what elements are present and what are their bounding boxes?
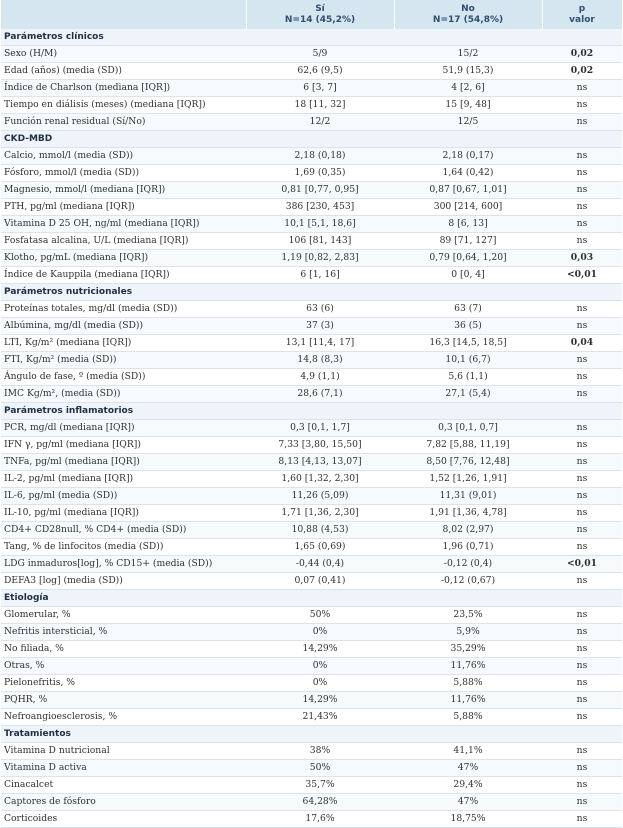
value-p: ns [542, 420, 622, 437]
value-p: ns [542, 454, 622, 471]
row-label: LDG inmaduros[log], % CD15+ (media (SD)) [1, 556, 246, 573]
value-si: 14,29% [246, 692, 394, 709]
value-no: 0,87 [0,67, 1,01] [394, 182, 542, 199]
value-si: 0% [246, 675, 394, 692]
section-header [1, 29, 622, 46]
section-label: Tratamientos [1, 726, 622, 743]
results-table [1, 0, 623, 828]
row-label: Función renal residual (Sí/No) [1, 114, 246, 131]
table-row [1, 658, 622, 675]
value-si: 0% [246, 624, 394, 641]
table-row [1, 505, 622, 522]
section-header [1, 590, 622, 607]
value-no: 0,79 [0,64, 1,20] [394, 250, 542, 267]
table-row [1, 182, 622, 199]
value-si: 7,33 [3,80, 15,50] [246, 437, 394, 454]
section-header [1, 726, 622, 743]
value-no: 8,50 [7,76, 12,48] [394, 454, 542, 471]
value-no: 1,52 [1,26, 1,91] [394, 471, 542, 488]
value-no: 5,9% [394, 624, 542, 641]
value-p: ns [542, 386, 622, 403]
value-si: 6 [3, 7] [246, 80, 394, 97]
value-no: 5,88% [394, 709, 542, 726]
value-p: ns [542, 539, 622, 556]
row-label: Pielonefritis, % [1, 675, 246, 692]
table-header [1, 0, 622, 29]
row-label: Fósforo, mmol/l (media (SD)) [1, 165, 246, 182]
value-p: ns [542, 437, 622, 454]
row-label: Índice de Kauppila (mediana [IQR]) [1, 267, 246, 284]
value-no: 1,64 (0,42) [394, 165, 542, 182]
value-p: ns [542, 794, 622, 811]
table-row [1, 794, 622, 811]
value-si: 50% [246, 607, 394, 624]
value-no: 8,02 (2,97) [394, 522, 542, 539]
table-row [1, 675, 622, 692]
row-label: Glomerular, % [1, 607, 246, 624]
value-si: 1,60 [1,32, 2,30] [246, 471, 394, 488]
value-no: 1,91 [1,36, 4,78] [394, 505, 542, 522]
row-label: DEFA3 [log] (media (SD)) [1, 573, 246, 590]
row-label: Klotho, pg/mL (mediana [IQR]) [1, 250, 246, 267]
value-p: 0,02 [542, 46, 622, 63]
value-si: 386 [230, 453] [246, 199, 394, 216]
value-p: ns [542, 352, 622, 369]
value-si: 2,18 (0,18) [246, 148, 394, 165]
table-row [1, 335, 622, 352]
value-no: 10,1 (6,7) [394, 352, 542, 369]
value-no: 0,3 [0,1, 0,7] [394, 420, 542, 437]
value-p: ns [542, 114, 622, 131]
value-no: 11,76% [394, 658, 542, 675]
value-no: 11,31 (9,01) [394, 488, 542, 505]
value-p: ns [542, 743, 622, 760]
value-no: 41,1% [394, 743, 542, 760]
value-no: 300 [214, 600] [394, 199, 542, 216]
value-no: 12/5 [394, 114, 542, 131]
value-p: ns [542, 522, 622, 539]
header-si: Sí N=14 (45,2%) [246, 0, 394, 29]
value-no: 89 [71, 127] [394, 233, 542, 250]
value-si: 62,6 (9,5) [246, 63, 394, 80]
value-si: -0,44 (0,4) [246, 556, 394, 573]
table-row [1, 216, 622, 233]
row-label: Fosfatasa alcalina, U/L (mediana [IQR]) [1, 233, 246, 250]
value-p: ns [542, 199, 622, 216]
row-label: Vitamina D activa [1, 760, 246, 777]
value-no: 29,4% [394, 777, 542, 794]
value-no: 15/2 [394, 46, 542, 63]
table-row [1, 386, 622, 403]
value-no: 7,82 [5,88, 11,19] [394, 437, 542, 454]
value-si: 11,26 (5,09) [246, 488, 394, 505]
value-p: <0,01 [542, 556, 622, 573]
value-p: ns [542, 607, 622, 624]
table-row [1, 165, 622, 182]
table-row [1, 437, 622, 454]
row-label: Índice de Charlson (mediana [IQR]) [1, 80, 246, 97]
value-no: -0,12 (0,67) [394, 573, 542, 590]
header-no: No N=17 (54,8%) [394, 0, 542, 29]
value-no: 15 [9, 48] [394, 97, 542, 114]
value-p: ns [542, 471, 622, 488]
value-si: 50% [246, 760, 394, 777]
value-p: ns [542, 97, 622, 114]
value-si: 0% [246, 658, 394, 675]
table-row [1, 352, 622, 369]
value-p: ns [542, 301, 622, 318]
value-p: ns [542, 573, 622, 590]
value-si: 1,19 [0,82, 2,83] [246, 250, 394, 267]
table-row [1, 250, 622, 267]
value-no: 27,1 (5,4) [394, 386, 542, 403]
value-p: ns [542, 216, 622, 233]
section-label: Parámetros inflamatorios [1, 403, 622, 420]
value-si: 6 [1, 16] [246, 267, 394, 284]
value-no: 47% [394, 794, 542, 811]
value-p: 0,02 [542, 63, 622, 80]
row-label: Edad (años) (media (SD)) [1, 63, 246, 80]
table-row [1, 624, 622, 641]
row-label: IL-6, pg/ml (media (SD)) [1, 488, 246, 505]
row-label: Cinacalcet [1, 777, 246, 794]
table-row [1, 301, 622, 318]
value-no: 5,88% [394, 675, 542, 692]
section-label: CKD-MBD [1, 131, 622, 148]
table-row [1, 641, 622, 658]
table-row [1, 369, 622, 386]
value-p: ns [542, 488, 622, 505]
value-si: 4,9 (1,1) [246, 369, 394, 386]
table-row [1, 709, 622, 726]
row-label: Nefritis intersticial, % [1, 624, 246, 641]
section-label: Parámetros nutricionales [1, 284, 622, 301]
table-row [1, 233, 622, 250]
value-si: 14,8 (8,3) [246, 352, 394, 369]
value-p: ns [542, 165, 622, 182]
value-p: 0,03 [542, 250, 622, 267]
value-no: 2,18 (0,17) [394, 148, 542, 165]
header-variable [1, 0, 246, 29]
value-no: 18,75% [394, 811, 542, 828]
table-row [1, 454, 622, 471]
value-p: <0,01 [542, 267, 622, 284]
value-p: ns [542, 760, 622, 777]
value-si: 17,6% [246, 811, 394, 828]
value-si: 13,1 [11,4, 17] [246, 335, 394, 352]
row-label: Ángulo de fase, º (media (SD)) [1, 369, 246, 386]
value-si: 18 [11, 32] [246, 97, 394, 114]
row-label: Sexo (H/M) [1, 46, 246, 63]
value-p: ns [542, 692, 622, 709]
table-row [1, 199, 622, 216]
value-no: -0,12 (0,4) [394, 556, 542, 573]
table-row [1, 80, 622, 97]
table-row [1, 488, 622, 505]
value-no: 1,96 (0,71) [394, 539, 542, 556]
value-p: ns [542, 318, 622, 335]
row-label: Tang, % de linfocitos (media (SD)) [1, 539, 246, 556]
value-no: 8 [6, 13] [394, 216, 542, 233]
table-row [1, 114, 622, 131]
value-p: ns [542, 505, 622, 522]
value-p: ns [542, 624, 622, 641]
row-label: TNFa, pg/ml (mediana [IQR]) [1, 454, 246, 471]
table-row [1, 318, 622, 335]
value-no: 63 (7) [394, 301, 542, 318]
value-si: 0,81 [0,77, 0,95] [246, 182, 394, 199]
value-p: ns [542, 80, 622, 97]
section-header [1, 131, 622, 148]
value-si: 8,13 [4,13, 13,07] [246, 454, 394, 471]
row-label: FTI, Kg/m² (media (SD)) [1, 352, 246, 369]
table-row [1, 97, 622, 114]
row-label: PQHR, % [1, 692, 246, 709]
row-label: PCR, mg/dl (mediana [IQR]) [1, 420, 246, 437]
value-p: ns [542, 148, 622, 165]
row-label: Magnesio, mmol/l (mediana [IQR]) [1, 182, 246, 199]
value-no: 51,9 (15,3) [394, 63, 542, 80]
value-no: 0 [0, 4] [394, 267, 542, 284]
section-label: Etiología [1, 590, 622, 607]
value-no: 16,3 [14,5, 18,5] [394, 335, 542, 352]
row-label: Corticoides [1, 811, 246, 828]
value-p: ns [542, 675, 622, 692]
row-label: IFN γ, pg/ml (mediana [IQR]) [1, 437, 246, 454]
value-si: 21,43% [246, 709, 394, 726]
header-p-valor: p valor [542, 0, 622, 29]
value-no: 4 [2, 6] [394, 80, 542, 97]
value-p: 0,04 [542, 335, 622, 352]
table-row [1, 743, 622, 760]
row-label: Vitamina D 25 OH, ng/ml (mediana [IQR]) [1, 216, 246, 233]
table-row [1, 522, 622, 539]
value-no: 5,6 (1,1) [394, 369, 542, 386]
row-label: PTH, pg/ml (mediana [IQR]) [1, 199, 246, 216]
value-p: ns [542, 811, 622, 828]
row-label: CD4+ CD28null, % CD4+ (media (SD)) [1, 522, 246, 539]
value-si: 37 (3) [246, 318, 394, 335]
table-row [1, 777, 622, 794]
value-si: 64,28% [246, 794, 394, 811]
value-p: ns [542, 709, 622, 726]
value-p: ns [542, 777, 622, 794]
value-p: ns [542, 641, 622, 658]
value-si: 35,7% [246, 777, 394, 794]
value-si: 1,71 [1,36, 2,30] [246, 505, 394, 522]
value-p: ns [542, 182, 622, 199]
value-si: 63 (6) [246, 301, 394, 318]
table-body [1, 29, 622, 828]
row-label: LTI, Kg/m² (mediana [IQR]) [1, 335, 246, 352]
value-si: 10,88 (4,53) [246, 522, 394, 539]
row-label: Proteínas totales, mg/dl (media (SD)) [1, 301, 246, 318]
table-row [1, 471, 622, 488]
value-no: 35,29% [394, 641, 542, 658]
table-row [1, 539, 622, 556]
table-row [1, 811, 622, 828]
value-si: 38% [246, 743, 394, 760]
row-label: Nefroangioesclerosis, % [1, 709, 246, 726]
table-row [1, 148, 622, 165]
value-si: 106 [81, 143] [246, 233, 394, 250]
table-row [1, 267, 622, 284]
row-label: Albúmina, mg/dl (media (SD)) [1, 318, 246, 335]
value-si: 0,3 [0,1, 1,7] [246, 420, 394, 437]
table-row [1, 46, 622, 63]
section-header [1, 403, 622, 420]
value-p: ns [542, 658, 622, 675]
row-label: IMC Kg/m², (media (SD)) [1, 386, 246, 403]
value-si: 14,29% [246, 641, 394, 658]
row-label: Vitamina D nutricional [1, 743, 246, 760]
value-si: 1,69 (0,35) [246, 165, 394, 182]
row-label: Calcio, mmol/l (media (SD)) [1, 148, 246, 165]
value-p: ns [542, 369, 622, 386]
section-label: Parámetros clínicos [1, 29, 622, 46]
value-si: 0,07 (0,41) [246, 573, 394, 590]
table-row [1, 63, 622, 80]
section-header [1, 284, 622, 301]
row-label: IL-10, pg/ml (mediana [IQR]) [1, 505, 246, 522]
row-label: Tiempo en diálisis (meses) (mediana [IQR]) [1, 97, 246, 114]
table-row [1, 760, 622, 777]
value-si: 28,6 (7,1) [246, 386, 394, 403]
table-row [1, 607, 622, 624]
row-label: No filiada, % [1, 641, 246, 658]
table-row [1, 692, 622, 709]
value-si: 1,65 (0,69) [246, 539, 394, 556]
value-p: ns [542, 233, 622, 250]
value-si: 5/9 [246, 46, 394, 63]
value-si: 12/2 [246, 114, 394, 131]
value-no: 36 (5) [394, 318, 542, 335]
row-label: Captores de fósforo [1, 794, 246, 811]
value-no: 47% [394, 760, 542, 777]
row-label: IL-2, pg/ml (mediana [IQR]) [1, 471, 246, 488]
value-no: 23,5% [394, 607, 542, 624]
table-row [1, 573, 622, 590]
table-row [1, 556, 622, 573]
row-label: Otras, % [1, 658, 246, 675]
value-no: 11,76% [394, 692, 542, 709]
value-si: 10,1 [5,1, 18,6] [246, 216, 394, 233]
table-row [1, 420, 622, 437]
